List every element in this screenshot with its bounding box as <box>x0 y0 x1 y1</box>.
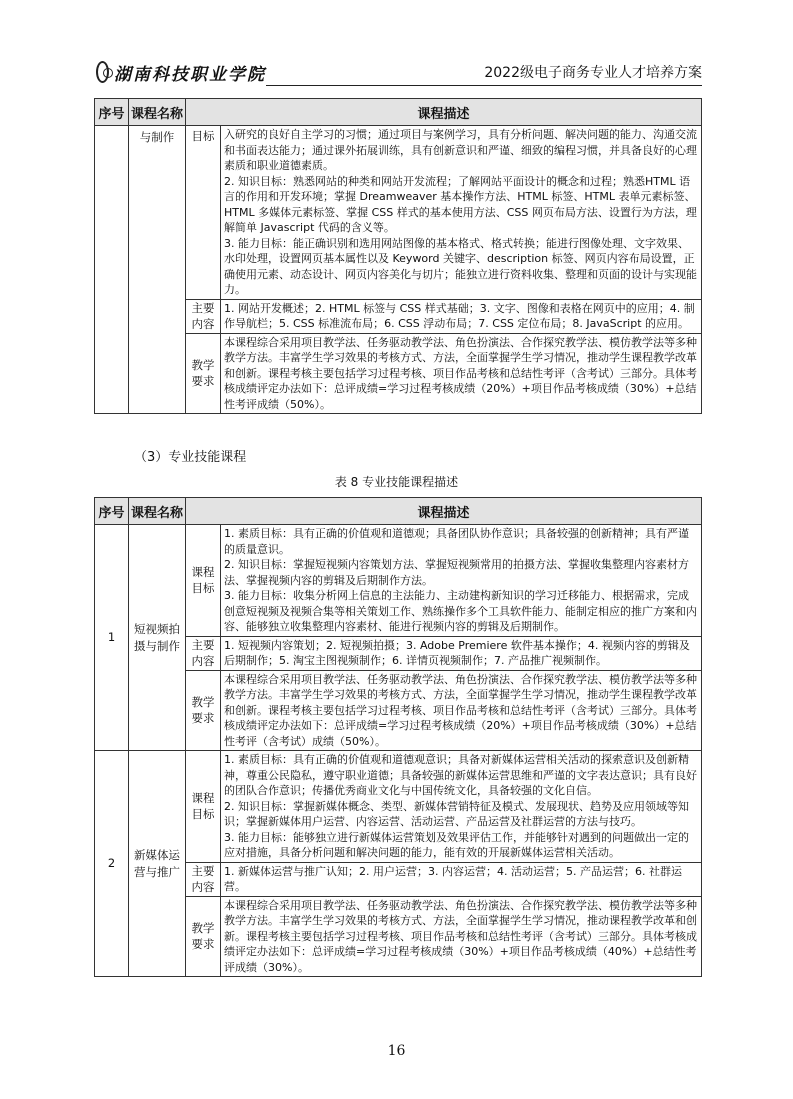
document-title: 2022级电子商务专业人才培养方案 <box>484 65 702 81</box>
desc-paragraph: 3. 能力目标：收集分析网上信息的主法能力、主动建构新知识的学习迁移能力、根据需求，完成创意短视频及视频合集等相关策划工作、熟练操作多个工具软件能力、能制定相应的推广方案和内容、能够独立收集整理内容素材、能进行视频内容的剪辑及后期制作。 <box>224 589 697 633</box>
row-description <box>221 525 702 637</box>
row-item-label: 课程目标 <box>186 751 221 863</box>
row-item-label: 教学要求 <box>186 670 221 751</box>
row-description <box>221 751 702 863</box>
table-row <box>95 299 702 333</box>
col-header-desc: 课程描述 <box>186 99 702 126</box>
desc-paragraph: 本课程综合采用项目教学法、任务驱动教学法、角色扮演法、合作探究教学法、模仿教学法等多种教学方法。丰富学生学习效果的考核方式、方法，全面掌握学生学习情况，推动课程教学改革和创新。课程考核主要包括学习过程考核、项目作品考核和总结性考评（含考试）三部分。具体考核成绩评定办法如下：总评成绩=学习过程考核成绩（30%）+项目作品考核成绩（40%）+总结性考评成绩（30%）。 <box>224 898 697 974</box>
row-description <box>221 299 702 333</box>
table-row <box>95 896 702 977</box>
desc-paragraph: 3. 能力目标：能正确识别和选用网站图像的基本格式、格式转换；能进行图像处理、文字效果、水印处理，设置网页基本属性以及 Keyword 关键字、description 标签、网页内容布局设置，正确使用元素、动态设计、网页内容美化与切片；能独立进行资料收集、整理和页面的设计与实现能力。 <box>224 236 697 296</box>
row-item-label: 目标 <box>186 126 221 300</box>
row-description <box>221 896 702 977</box>
college-logo-text: 湖南科技职业学院 <box>114 64 266 85</box>
row-item-label: 主要内容 <box>186 862 221 896</box>
table-row <box>95 670 702 751</box>
desc-paragraph: 2. 知识目标：掌握新媒体概念、类型、新媒体营销特征及模式、发展现状、趋势及应用领域等知识；掌握新媒体用户运营、内容运营、活动运营、产品运营及社群运营的方法与技巧。 <box>224 799 689 828</box>
table-header-row <box>95 99 702 126</box>
row-description <box>221 862 702 896</box>
col-header-no: 序号 <box>95 99 129 126</box>
col-header-no: 序号 <box>95 498 129 525</box>
table-row <box>95 333 702 414</box>
header-rule <box>266 85 702 86</box>
course-number: 1 <box>95 525 129 751</box>
row-description <box>221 333 702 414</box>
college-logo <box>96 60 266 84</box>
row-item-label: 主要内容 <box>186 299 221 333</box>
desc-paragraph: 1. 网站开发概述；2. HTML 标签与 CSS 样式基础；3. 文字、图像和表格在网页中的应用；4. 制作导航栏；5. CSS 标准流布局；6. CSS 浮动布局；7. CSS 定位布局；8. JavaScript 的应用。 <box>224 301 695 330</box>
row-item-label: 主要内容 <box>186 636 221 670</box>
course-table-continued <box>94 98 702 414</box>
desc-paragraph: 1. 素质目标：具有正确的价值观和道德观意识；具备对新媒体运营相关活动的探索意识及创新精神，尊重公民隐私，遵守职业道德；具备较强的新媒体运营思维和严谨的文字表达意识；具有良好的团队合作意识；传播优秀商业文化与中国传统文化，具备较强的文化自信。 <box>224 753 697 797</box>
college-seal-icon <box>96 61 109 83</box>
row-description <box>221 670 702 751</box>
table-row <box>95 126 702 300</box>
row-item-label: 课程目标 <box>186 525 221 637</box>
col-header-desc: 课程描述 <box>186 498 702 525</box>
desc-paragraph: 1. 新媒体运营与推广认知；2. 用户运营；3. 内容运营；4. 活动运营；5. 产品运营；6. 社群运营。 <box>224 864 682 893</box>
course-name: 新媒体运营与推广 <box>129 751 186 977</box>
row-description <box>221 636 702 670</box>
page-header <box>96 58 702 86</box>
table-row <box>95 862 702 896</box>
section-title: （3）专业技能课程 <box>134 450 247 465</box>
course-number: 2 <box>95 751 129 977</box>
desc-paragraph: 入研究的良好自主学习的习惯；通过项目与案例学习，具有分析问题、解决问题的能力、沟通交流和书面表达能力；通过课外拓展训练，具有创新意识和严谨、细致的编程习惯，并具备良好的心理素质和职业道德素质。 <box>224 128 697 172</box>
desc-paragraph: 本课程综合采用项目教学法、任务驱动教学法、角色扮演法、合作探究教学法、模仿教学法等多种教学方法。丰富学生学习效果的考核方式、方法，全面掌握学生学习情况，推动学生课程教学改革和创新。课程考核主要包括学习过程考核、项目作品考核和总结性考评（含考试）三部分。具体考核成绩评定办法如下：总评成绩=学习过程考核成绩（20%）+项目作品考核成绩（30%）+总结性考评（含考试）成绩（50%）。 <box>224 672 697 748</box>
course-name: 与制作 <box>129 126 186 414</box>
row-item-label: 教学要求 <box>186 896 221 977</box>
table-header-row <box>95 498 702 525</box>
desc-paragraph: 2. 知识目标：熟悉网站的种类和网站开发流程；了解网站平面设计的概念和过程；熟悉HTML 语言的作用和开发环境；掌握 Dreamweaver 基本操作方法、HTML 标签、HTML 表单元素标签、HTML 多媒体元素标签、掌握 CSS 样式的基本使用方法、CSS 网页布局方法、设置行为方法，理解简单 Javascript 代码的含义等。 <box>224 174 697 234</box>
desc-paragraph: 3. 能力目标：能够独立进行新媒体运营策划及效果评估工作，并能够针对遇到的问题做出一定的应对措施，具备分析问题和解决问题的能力，能有效的开展新媒体运营相关活动。 <box>224 830 689 859</box>
desc-paragraph: 1. 短视频内容策划；2. 短视频拍摄；3. Adobe Premiere 软件基本操作；4. 视频内容的剪辑及后期制作；5. 淘宝主图视频制作；6. 详情页视频制作；7. 产品推广视频制作。 <box>224 638 690 667</box>
col-header-name: 课程名称 <box>129 498 186 525</box>
table-row <box>95 751 702 863</box>
course-number-cell <box>95 126 129 414</box>
page-number: 16 <box>387 1043 406 1059</box>
table-row <box>95 636 702 670</box>
row-description <box>221 126 702 300</box>
desc-paragraph: 1. 素质目标：具有正确的价值观和道德观；具备团队协作意识；具备较强的创新精神；具有严谨的质量意识。 <box>224 527 689 556</box>
course-name: 短视频拍摄与制作 <box>129 525 186 751</box>
col-header-name: 课程名称 <box>129 99 186 126</box>
desc-paragraph: 本课程综合采用项目教学法、任务驱动教学法、角色扮演法、合作探究教学法、模仿教学法等多种教学方法。丰富学生学习效果的考核方式、方法，全面掌握学生学习情况，推动学生课程教学改革和创新。课程考核主要包括学习过程考核、项目作品考核和总结性考评（含考试）三部分。具体考核成绩评定办法如下：总评成绩=学习过程考核成绩（20%）+项目作品考核成绩（30%）+总结性考评成绩（50%）。 <box>224 335 697 411</box>
row-item-label: 教学要求 <box>186 333 221 414</box>
skill-course-table <box>94 497 702 977</box>
desc-paragraph: 2. 知识目标：掌握短视频内容策划方法、掌握短视频常用的拍摄方法、掌握收集整理内容素材方法、掌握视频内容的剪辑及后期制作方法。 <box>224 558 689 587</box>
table-caption: 表 8 专业技能课程描述 <box>334 475 459 489</box>
table-row <box>95 525 702 637</box>
